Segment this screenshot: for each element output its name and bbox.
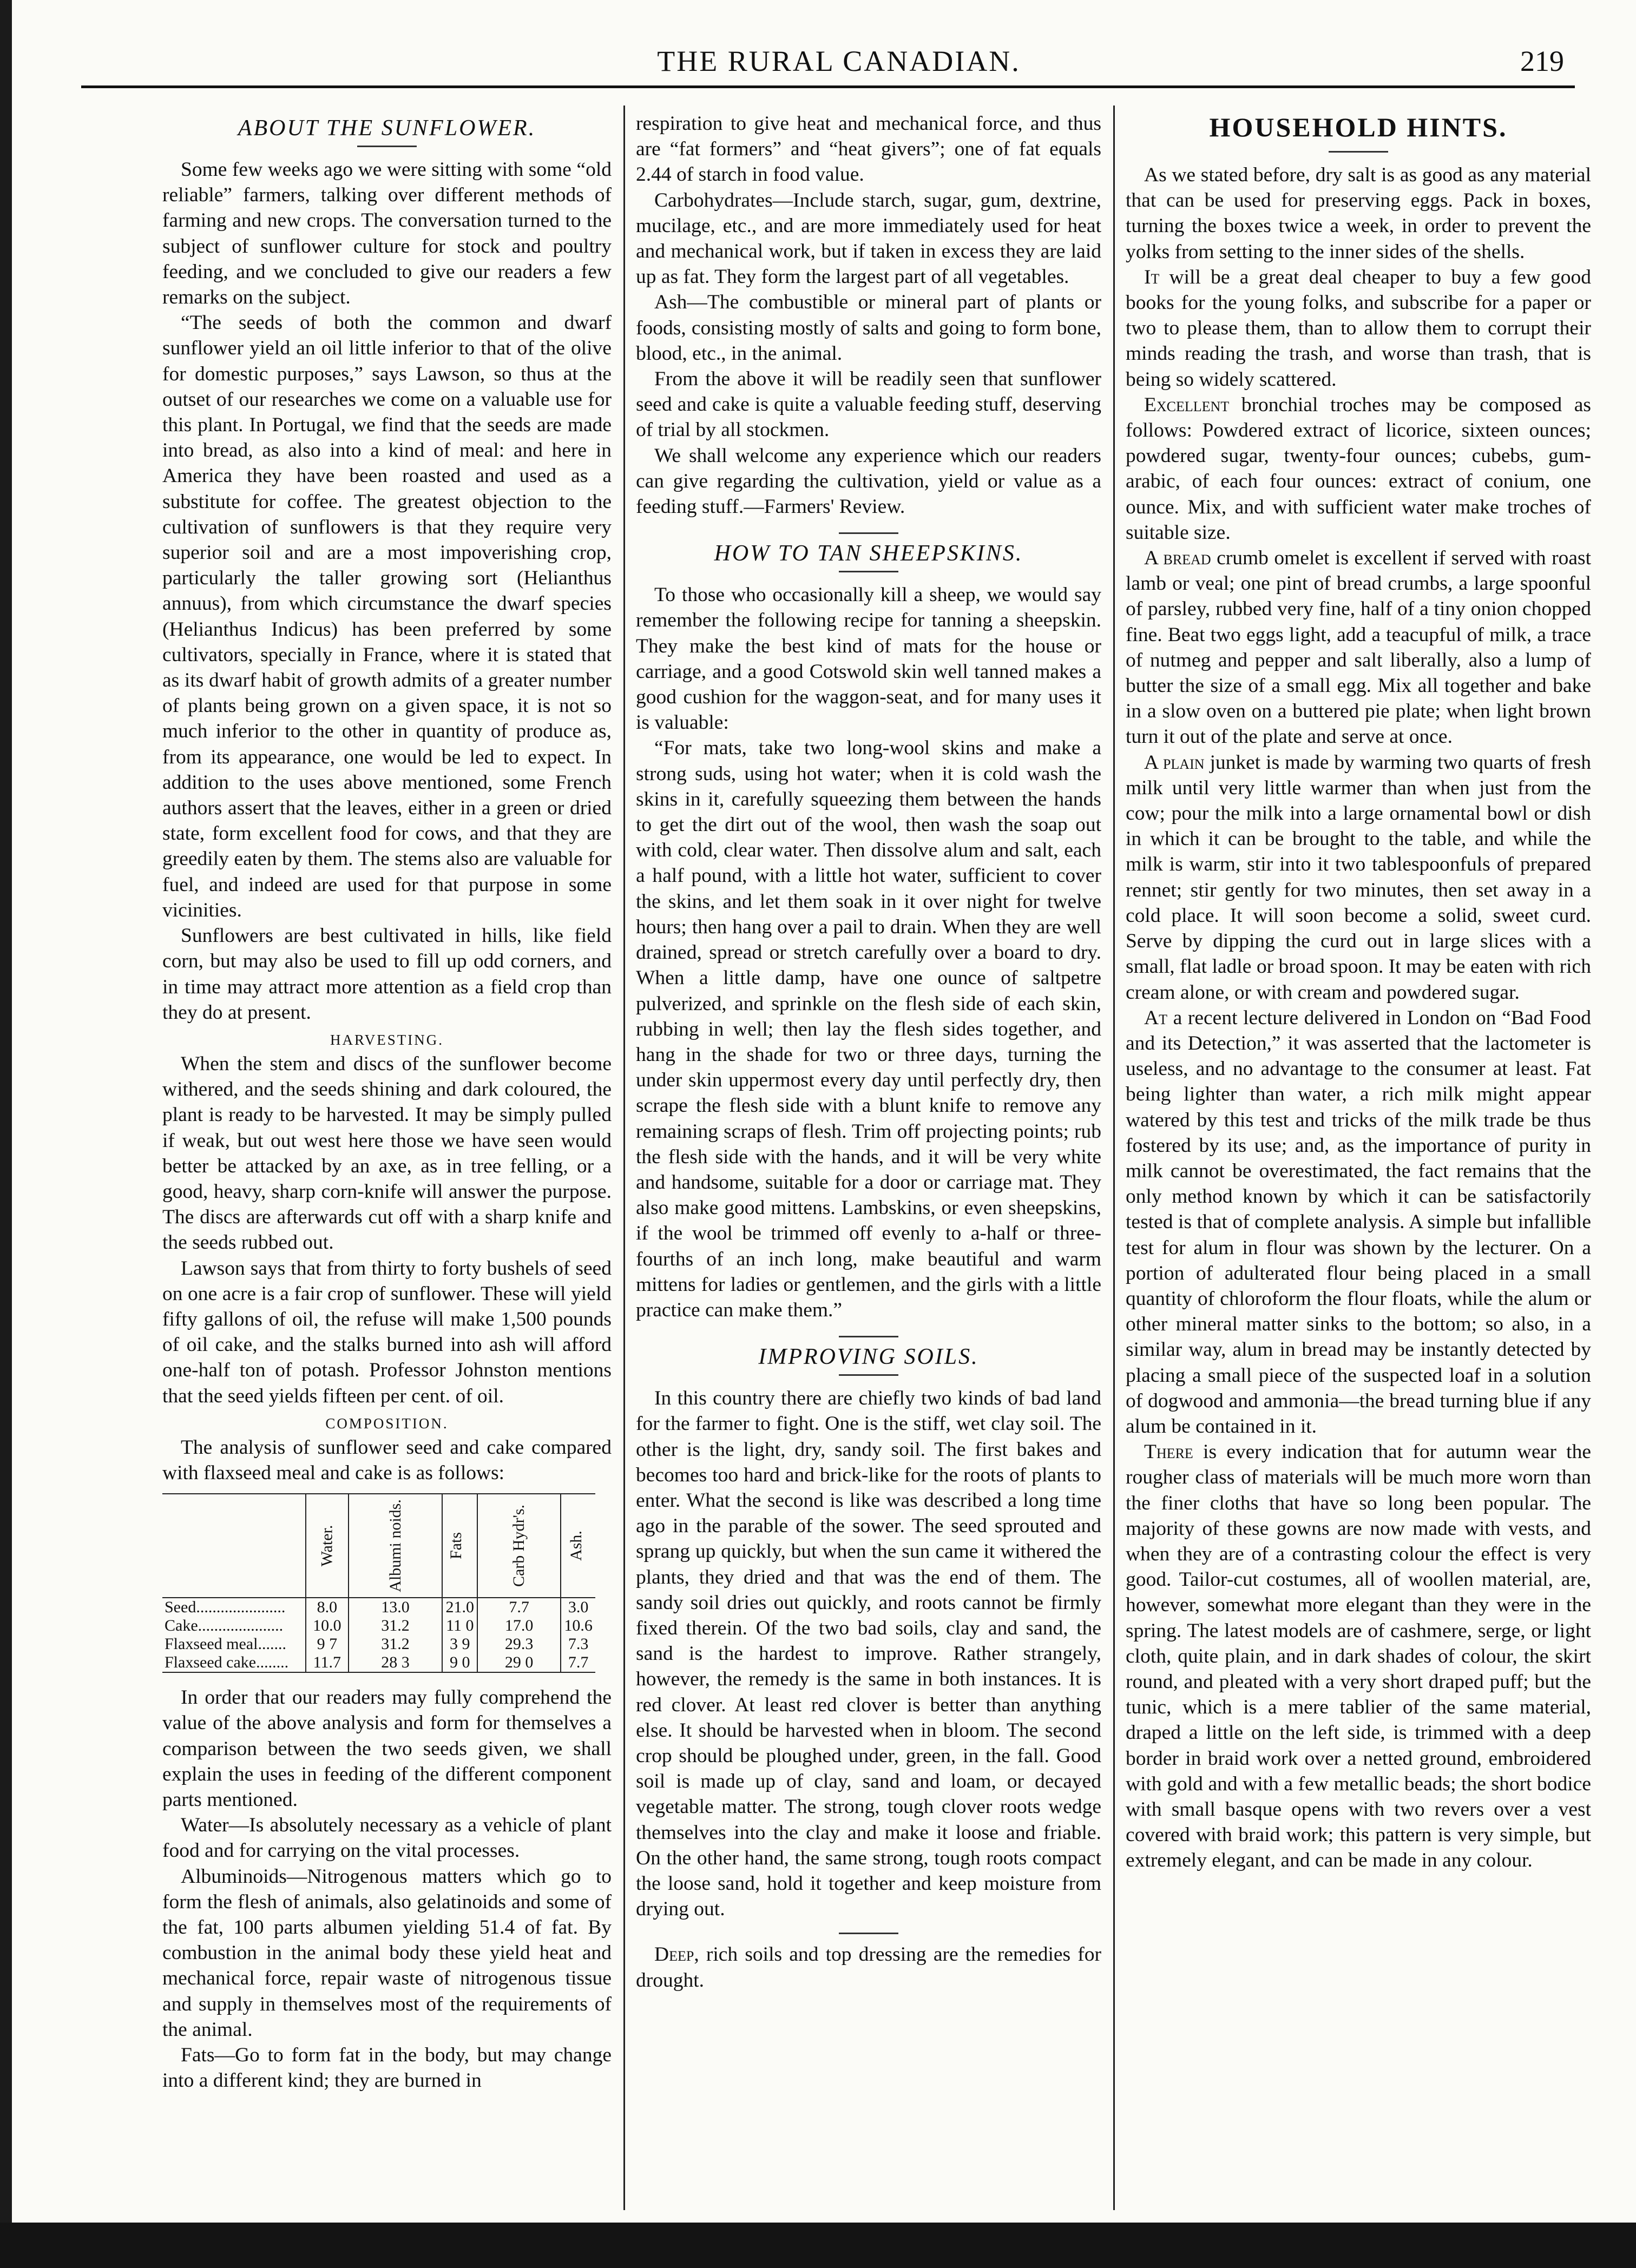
paragraph: We shall welcome any experience which our readers can give regarding the cultivation, yield or value as a feeding stuff.—Farmers' Review.: [636, 444, 1101, 518]
cell: 7.7: [477, 1598, 561, 1617]
paragraph: [1126, 1439, 1591, 1873]
table-header: Ash.: [561, 1494, 595, 1598]
page-number: 219: [1520, 45, 1564, 77]
lead-word: A plain: [1144, 751, 1205, 774]
cell: 7.7: [561, 1653, 595, 1672]
paragraph: Sunflowers are best cultivated in hills, like field corn, but may also be used to fill up odd corners, and in time may attract more attention as a field crop than they do at present.: [162, 925, 612, 1024]
paragraph-text: crumb omelet is excellent if served with roast lamb or veal; one pint of bread crumbs, a large spoonful of parsley, rubbed very fine, half of a tiny onion chopped fine. Beat two eggs light, add a teacupful of milk, a trace of nutmeg and pepper and salt liberally, also a lump of butter the size of a small egg. Mix all together and bake in a slow oven on a buttered pie plate; when light brown turn it out of the plate and serve at once.: [1126, 547, 1591, 748]
paragraph: Fats—Go to form fat in the body, but may change into a different kind; they are burned in: [162, 2044, 612, 2092]
masthead: [81, 44, 1596, 88]
lead-word: A bread: [1144, 547, 1211, 570]
cell: 13.0: [349, 1598, 443, 1617]
lead-word: At: [1144, 1006, 1167, 1029]
cell: 9 0: [442, 1653, 477, 1672]
cell: 7.3: [561, 1635, 595, 1653]
separator: [1329, 151, 1388, 153]
paragraph: To those who occasionally kill a sheep, we would say remember the following recipe for tanning a sheepskin. They make the best kind of mats for the house or carriage, and a good Cotswold skin well tanned makes a good cushion for the waggon-seat, and for many uses it is valuable:: [636, 584, 1101, 734]
table-corner: [162, 1494, 306, 1598]
paragraph-text: is every indication that for autumn wear the rougher class of materials will be much more worn than the finer cloths that have so long been popular. The majority of these gowns are now made with vests, and when they are of a contrasting colour the effect is very good. Tailor-cut costumes, all of woollen material, are, however, somewhat more elegant than they were in the spring. The latest models are of cashmere, serge, or light cloth, quite plain, and in dark shades of colour, the skirt round, and pleated with a very short draped puff; but the tunic, which is a mere tablier of the same material, draped a little on the left side, is trimmed with a deep border in braid work over a netted ground, embroidered with gold and with a few metallic beads; the short bodice with small basque opens with two revers over a vest covered with braid work; this pattern is very simple, but extremely elegant, and can be made in any colour.: [1126, 1441, 1591, 1872]
article-heading-sheepskins: HOW TO TAN SHEEPSKINS.: [714, 541, 1023, 566]
paragraph: [1126, 265, 1591, 392]
paragraph: [1126, 392, 1591, 545]
paragraph: As we stated before, dry salt is as good as any material that can be used for preserving eggs. Pack in boxes, turning the boxes twice a week, in order to prevent the yolks from setting to the inner sides of the shells.: [1126, 164, 1591, 263]
separator: [839, 1336, 898, 1337]
subheading-harvesting: HARVESTING.: [330, 1031, 444, 1048]
row-label: Seed......................: [165, 1598, 286, 1617]
cell: 9 7: [306, 1635, 349, 1653]
paragraph: The analysis of sunflower seed and cake compared with flaxseed meal and cake is as follows:: [162, 1436, 612, 1484]
table-row: [162, 1617, 595, 1635]
paragraph: Lawson says that from thirty to forty bushels of seed on one acre is a fair crop of sunflower. These will yield fifty gallons of oil, the refuse will make 1,500 pounds of oil cake, and the stalks burned into ash will afford one-half ton of potash. Professor Johnston mentions that the seed yields fifteen per cent. of oil.: [162, 1257, 612, 1407]
cell: 29.3: [477, 1635, 561, 1653]
paragraph-text: , rich soils and top dressing are the remedies for drought.: [636, 1943, 1101, 1992]
lead-word: Excellent: [1144, 393, 1230, 416]
lead-word: It: [1144, 266, 1160, 288]
paragraph-text: a recent lecture delivered in London on “Bad Food and its Detection,” it was asserted that the lactometer is useless, and no advantage to the consumer at least. Fat being lighter than water, a rich milk might appear watered by this test and tricks of the milk trade be thus fostered by its use; and, as the importance of purity in milk cannot be overestimated, the fact remains that the only method known by which it can be satisfactorily tested is that of complete analysis. A simple but infallible test for alum in flour was shown by the lecturer. On a portion of adulterated flour being placed in a small quantity of chloroform the flour floats, while the alum or other mineral matter sinks to the bottom; so also, in a similar way, alum in bread may be instantly detected by placing a small piece of the suspected loaf in a solution of dogwood and ammonia—the bread turning blue if any alum be contained in it.: [1126, 1006, 1591, 1438]
lead-word: There: [1144, 1441, 1193, 1463]
cell: 11 0: [442, 1617, 477, 1635]
paragraph: [1126, 750, 1591, 1005]
newspaper-title: THE RURAL CANADIAN.: [657, 45, 1021, 77]
section-heading-household-hints: HOUSEHOLD HINTS.: [1209, 112, 1508, 142]
paragraph: Water—Is absolutely necessary as a vehicle of plant food and for carrying on the vital processes.: [162, 1814, 612, 1862]
paragraph-text: junket is made by warming two quarts of fresh milk until very little warmer than when just from the cow; pour the milk into a large ornamental bowl or dish in which it can be brought to the table, and while the milk is warm, stir into it two tablespoonfuls of prepared rennet; stir gently for two minutes, then set away in a cold place. It will soon become a solid, sweet curd. Serve by dipping the curd out in large slices with a small, flat ladle or broad spoon. It may be eaten with rich cream alone, or with cream and powdered sugar.: [1126, 751, 1591, 1004]
separator: [839, 571, 898, 572]
paragraph: “The seeds of both the common and dwarf sunflower yield an oil little inferior to that of the olive for domestic purposes,” says Lawson, so thus at the outset of our researches we come on a valuable use for this plant. In Portugal, we find that the seeds are made into bread, as also into a kind of meal: and here in America they have been roasted and used as a substitute for coffee. The greatest objection to the cultivation of sunflowers is that they require very superior soil and are a most impoverishing crop, particularly the taller growing sort (Helianthus annuus), from which circumstance the dwarf species (Helianthus Indicus) has been preferred by some cultivators, specially in France, where it is stated that as its dwarf habit of growth admits of a greater number of plants being grown on a given space, it is not so much inferior to the other in quantity of produce as, from its appearance, one would be led to expect. In addition to the uses above mentioned, some French authors assert that the leaves, either in a green or dried state, form excellent food for cows, and that they are greedily eaten by them. The stems also are valuable for fuel, and indeed are used for that purpose in some vicinities.: [162, 312, 612, 921]
table-header: Fats: [442, 1494, 477, 1598]
cell: 28 3: [349, 1653, 443, 1672]
cell: 3.0: [561, 1598, 595, 1617]
paragraph-text: bronchial troches may be composed as follows: Powdered extract of licorice, sixteen ounces; powdered sugar, twenty-four ounces; cubebs, gum-arabic, of each four ounces: extract of conium, one ounce. Mix, and with sufficient water make troches of suitable size.: [1126, 393, 1591, 544]
cell: 31.2: [349, 1635, 443, 1653]
paragraph: In order that our readers may fully comprehend the value of the above analysis and form for themselves a comparison between the two seeds given, we shall explain the uses in feeding of the different component parts mentioned.: [162, 1686, 612, 1811]
row-label: Flaxseed meal.......: [165, 1635, 286, 1653]
cell: 11.7: [306, 1653, 349, 1672]
cell: 10.0: [306, 1617, 349, 1635]
paragraph: [1126, 1005, 1591, 1439]
cell: 29 0: [477, 1653, 561, 1672]
paragraph: In this country there are chiefly two kinds of bad land for the farmer to fight. One is the stiff, wet clay soil. The other is the light, dry, sandy soil. The first bakes and becomes too hard and brick-like for the roots of plants to enter. What the second is like was described a long time ago in the parable of the sower. The seed sprouted and sprang up quickly, but when the sun came it withered the plants, they dried and that was the end of them. The sandy soil dries out quickly, and roots cannot be firmly fixed therein. Of the two bad soils, clay and sand, the sand is the hardest to improve. Rather strangely, however, the remedy is the same in both instances. It is red clover. At least red clover is better than anything else. It should be harvested when in bloom. The second crop should be ploughed under, green, in the fall. Good soil is made up of clay, sand and loam, or decayed vegetable matter. The strong, tough clover roots wedge themselves into the clay and make it loose and friable. On the other hand, the same strong, tough roots compact the loose sand, hold it together and keep moisture from drying out.: [636, 1387, 1101, 1921]
subheading-composition: COMPOSITION.: [325, 1415, 449, 1432]
paragraph: From the above it will be readily seen that sunflower seed and cake is quite a valuable feeding stuff, deserving of trial by all stockmen.: [636, 368, 1101, 441]
table-row: [162, 1598, 595, 1617]
table-header: Carb Hydr's.: [477, 1494, 561, 1598]
column-rule-1: [623, 106, 625, 2210]
table-row: [162, 1635, 595, 1653]
table-row: [162, 1653, 595, 1672]
paragraph: [636, 1942, 1101, 1993]
article-heading-soils: IMPROVING SOILS.: [758, 1344, 979, 1370]
separator: [839, 1933, 898, 1934]
paragraph-text: will be a great deal cheaper to buy a few good books for the young folks, and subscribe for a paper or two to please them, than to allow them to corrupt their minds reading the trash, and worse than trash, that is being so widely scattered.: [1126, 266, 1591, 391]
separator: [839, 1374, 898, 1376]
paragraph: respiration to give heat and mechanical force, and thus are “fat formers” and “heat givers”; one of fat equals 2.44 of starch in food value.: [636, 113, 1101, 186]
column-rule-2: [1113, 106, 1115, 2210]
paragraph: [1126, 545, 1591, 750]
cell: 3 9: [442, 1635, 477, 1653]
row-label: Cake.....................: [165, 1617, 284, 1635]
lead-word: Deep: [654, 1943, 694, 1966]
column-2: [636, 111, 1101, 2216]
paragraph: “For mats, take two long-wool skins and make a strong suds, using hot water; when it is cold wash the skins in it, carefully squeezing them between the hands to get the dirt out of the wool, then wash the soap out with cold, clear water. Then dissolve alum and salt, each a half pound, with a little hot water, sufficient to cover the skins, and let them soak in it over night for twelve hours; then hang over a pail to drain. When they are well drained, spread or stretch carefully over a board to dry. When a little damp, have one ounce of saltpetre pulverized, and sprinkle on the flesh side of each skin, rubbing in well; then lay the flesh sides together, and hang in the shade for two or three days, turning the under skin uppermost every day until perfectly dry, then scrape the flesh side with a blunt knife to remove any remaining scraps of flesh. Trim off projecting points; rub the flesh side with the hands, and it will be very white and handsome, suitable for a door or carriage mat. They also make good mittens. Lambskins, or even sheepskins, if the wool be trimmed off evenly to a-half or three-fourths of an inch long, make beautiful and warm mittens for ladies or gentlemen, and the girls with a little practice can make them.”: [636, 737, 1101, 1321]
column-1: [162, 111, 612, 2216]
cell: 8.0: [306, 1598, 349, 1617]
row-label: Flaxseed cake........: [162, 1653, 306, 1672]
page-scan-edge-bottom: [0, 2223, 1636, 2268]
column-3: [1126, 111, 1591, 2216]
composition-table: [162, 1493, 595, 1673]
separator: [357, 146, 417, 147]
article-heading-sunflower: ABOUT THE SUNFLOWER.: [238, 116, 536, 141]
paragraph: Ash—The combustible or mineral part of plants or foods, consisting mostly of salts and going to form bone, blood, etc., in the animal.: [636, 291, 1101, 365]
paragraph: Albuminoids—Nitrogenous matters which go to form the flesh of animals, also gelatinoids and some of the fat, 100 parts albumen yielding 51.4 of fat. By combustion in the animal body these yield heat and mechanical force, repair waste of nitrogenous tissue and supply in themselves most of the requirements of the animal.: [162, 1865, 612, 2041]
table-header: Albumi noids.: [349, 1494, 443, 1598]
paragraph: When the stem and discs of the sunflower become withered, and the seeds shining and dark coloured, the plant is ready to be harvested. It may be simply pulled if weak, but out west here those we have seen would better be attacked by an axe, as in tree felling, or a good, heavy, sharp corn-knife will answer the purpose. The discs are afterwards cut off with a sharp knife and the seeds rubbed out.: [162, 1052, 612, 1254]
paragraph: Some few weeks ago we were sitting with some “old reliable” farmers, talking over different methods of farming and new crops. The conversation turned to the subject of sunflower culture for stock and poultry feeding, and we concluded to give our readers a few remarks on the subject.: [162, 159, 612, 309]
cell: 10.6: [561, 1617, 595, 1635]
cell: 21.0: [442, 1598, 477, 1617]
cell: 17.0: [477, 1617, 561, 1635]
table-header: Water.: [306, 1494, 349, 1598]
paragraph: Carbohydrates—Include starch, sugar, gum, dextrine, mucilage, etc., and are more immediately used for heat and mechanical work, but if taken in excess they are laid up as fat. They form the largest part of all vegetables.: [636, 189, 1101, 288]
header-rule: [81, 85, 1575, 88]
separator: [839, 532, 898, 534]
page-scan-edge-left: [0, 0, 12, 2268]
cell: 31.2: [349, 1617, 443, 1635]
